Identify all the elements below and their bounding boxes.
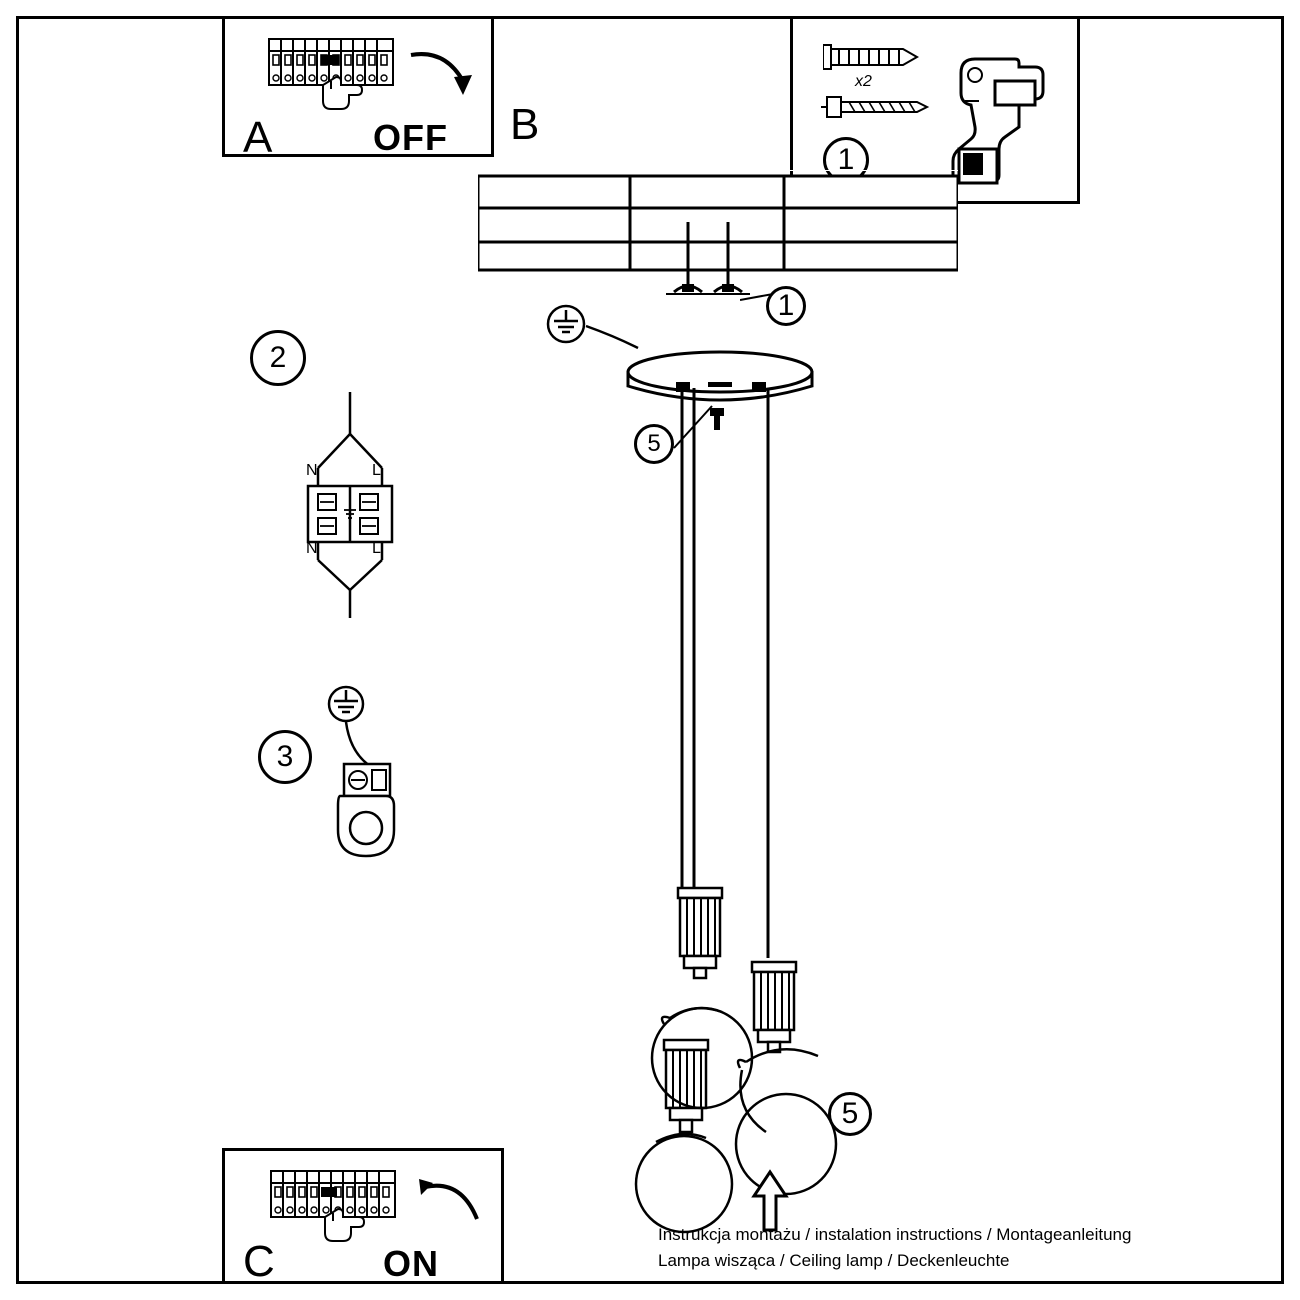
earth-connection-icon	[318, 684, 418, 864]
lamp-holder-icon	[668, 884, 734, 984]
panel-c-breaker-on	[222, 1148, 504, 1284]
screw-icon	[821, 93, 941, 121]
footer-line-2: Lampa wisząca / Ceiling lamp / Deckenleuchte	[658, 1251, 1010, 1270]
section-a-label: A	[243, 113, 273, 162]
callout-1-badge: 1	[766, 286, 806, 326]
curved-arrow-icon	[405, 47, 475, 103]
curved-arrow-icon-on	[415, 1177, 485, 1233]
footer-line-1: Instrukcja montażu / instalation instructions / Montageanleitung	[658, 1225, 1132, 1244]
terminal-block-icon	[294, 390, 406, 620]
terminal-label-n-bottom: N	[306, 540, 318, 557]
callout-5-badge: 5	[828, 1092, 872, 1136]
section-c-label: C	[243, 1237, 275, 1286]
callout-4-badge: 5	[634, 424, 674, 464]
terminal-label-l-top: L	[372, 462, 381, 479]
step-1-badge: 1	[823, 137, 869, 183]
panel-a-breaker-off	[222, 16, 494, 162]
terminal-label-l-bottom: L	[372, 540, 381, 557]
wall-plug-icon	[823, 37, 933, 77]
dowel-quantity-label: x2	[855, 73, 872, 90]
terminal-label-n-top: N	[306, 462, 318, 479]
light-bulb-icon-lower	[632, 1126, 742, 1236]
step-2-badge: 2	[250, 330, 306, 386]
step-3-badge: 3	[258, 730, 312, 784]
breaker-on-illustration	[241, 1157, 441, 1247]
section-b-label: B	[510, 100, 540, 149]
off-label: OFF	[373, 117, 448, 158]
on-label: ON	[383, 1243, 439, 1284]
